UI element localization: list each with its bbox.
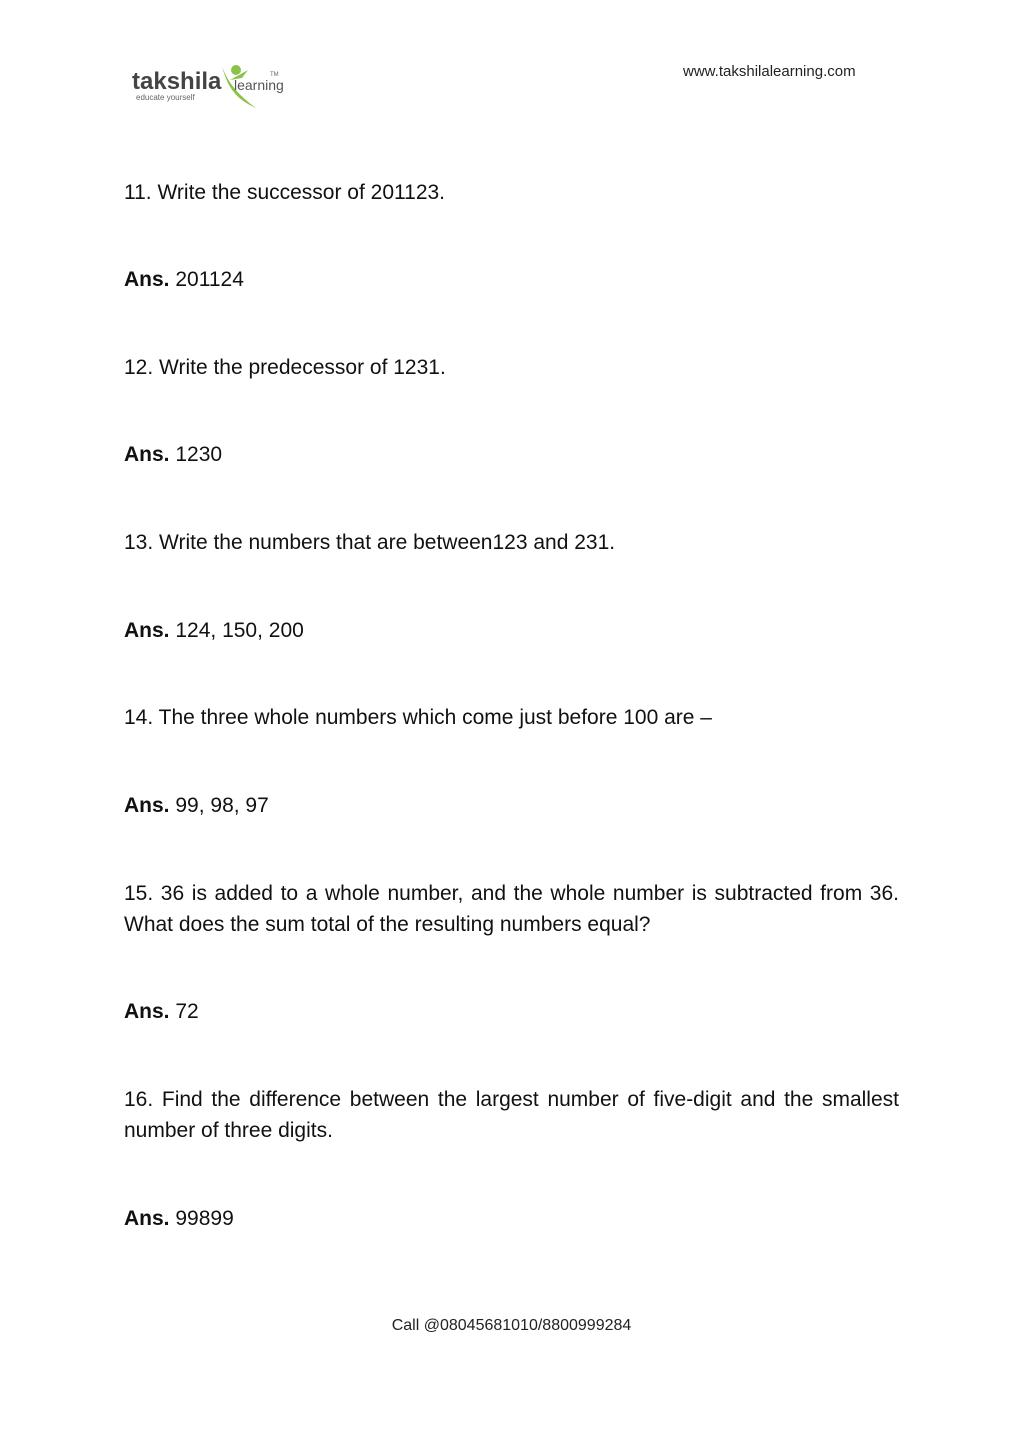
answer-value: 99, 98, 97 (175, 794, 269, 817)
answer-label: Ans. (124, 1000, 170, 1023)
question-12: 12. Write the predecessor of 1231. (124, 356, 446, 379)
footer-contact: Call @08045681010/8800999284 (391, 1317, 632, 1334)
answer-value: 1230 (175, 443, 223, 466)
question-16: 16. Find the difference between the largest number of five-digit and the smallest number of three digits. (124, 1088, 899, 1142)
answer-15 (124, 996, 199, 1027)
answer-value: 201124 (175, 268, 244, 291)
question-15: 15. 36 is added to a whole number, and the whole number is subtracted from 36. What does the sum total of the resulting numbers equal? (124, 882, 899, 936)
question-13: 13. Write the numbers that are between123 and 231. (124, 531, 616, 554)
answer-value: 99899 (175, 1207, 234, 1230)
logo-tm: TM (270, 72, 279, 78)
answer-label: Ans. (124, 794, 170, 817)
answer-16 (124, 1203, 234, 1234)
answer-11 (124, 264, 244, 295)
answer-value: 124, 150, 200 (175, 619, 304, 642)
question-14: 14. The three whole numbers which come just before 100 are – (124, 706, 712, 729)
answer-label: Ans. (124, 268, 170, 291)
answer-label: Ans. (124, 443, 170, 466)
answer-value: 72 (175, 1000, 199, 1023)
answer-12 (124, 439, 222, 470)
takshila-logo (130, 58, 290, 114)
question-11: 11. Write the successor of 201123. (124, 181, 446, 204)
answer-14 (124, 790, 269, 821)
answer-13 (124, 615, 304, 646)
logo-word-secondary: learning (234, 77, 284, 93)
site-url: www.takshilalearning.com (683, 63, 856, 80)
answer-label: Ans. (124, 619, 170, 642)
logo-word-main: takshila (132, 68, 222, 95)
logo-tagline: educate yourself (136, 93, 195, 102)
answer-label: Ans. (124, 1207, 170, 1230)
